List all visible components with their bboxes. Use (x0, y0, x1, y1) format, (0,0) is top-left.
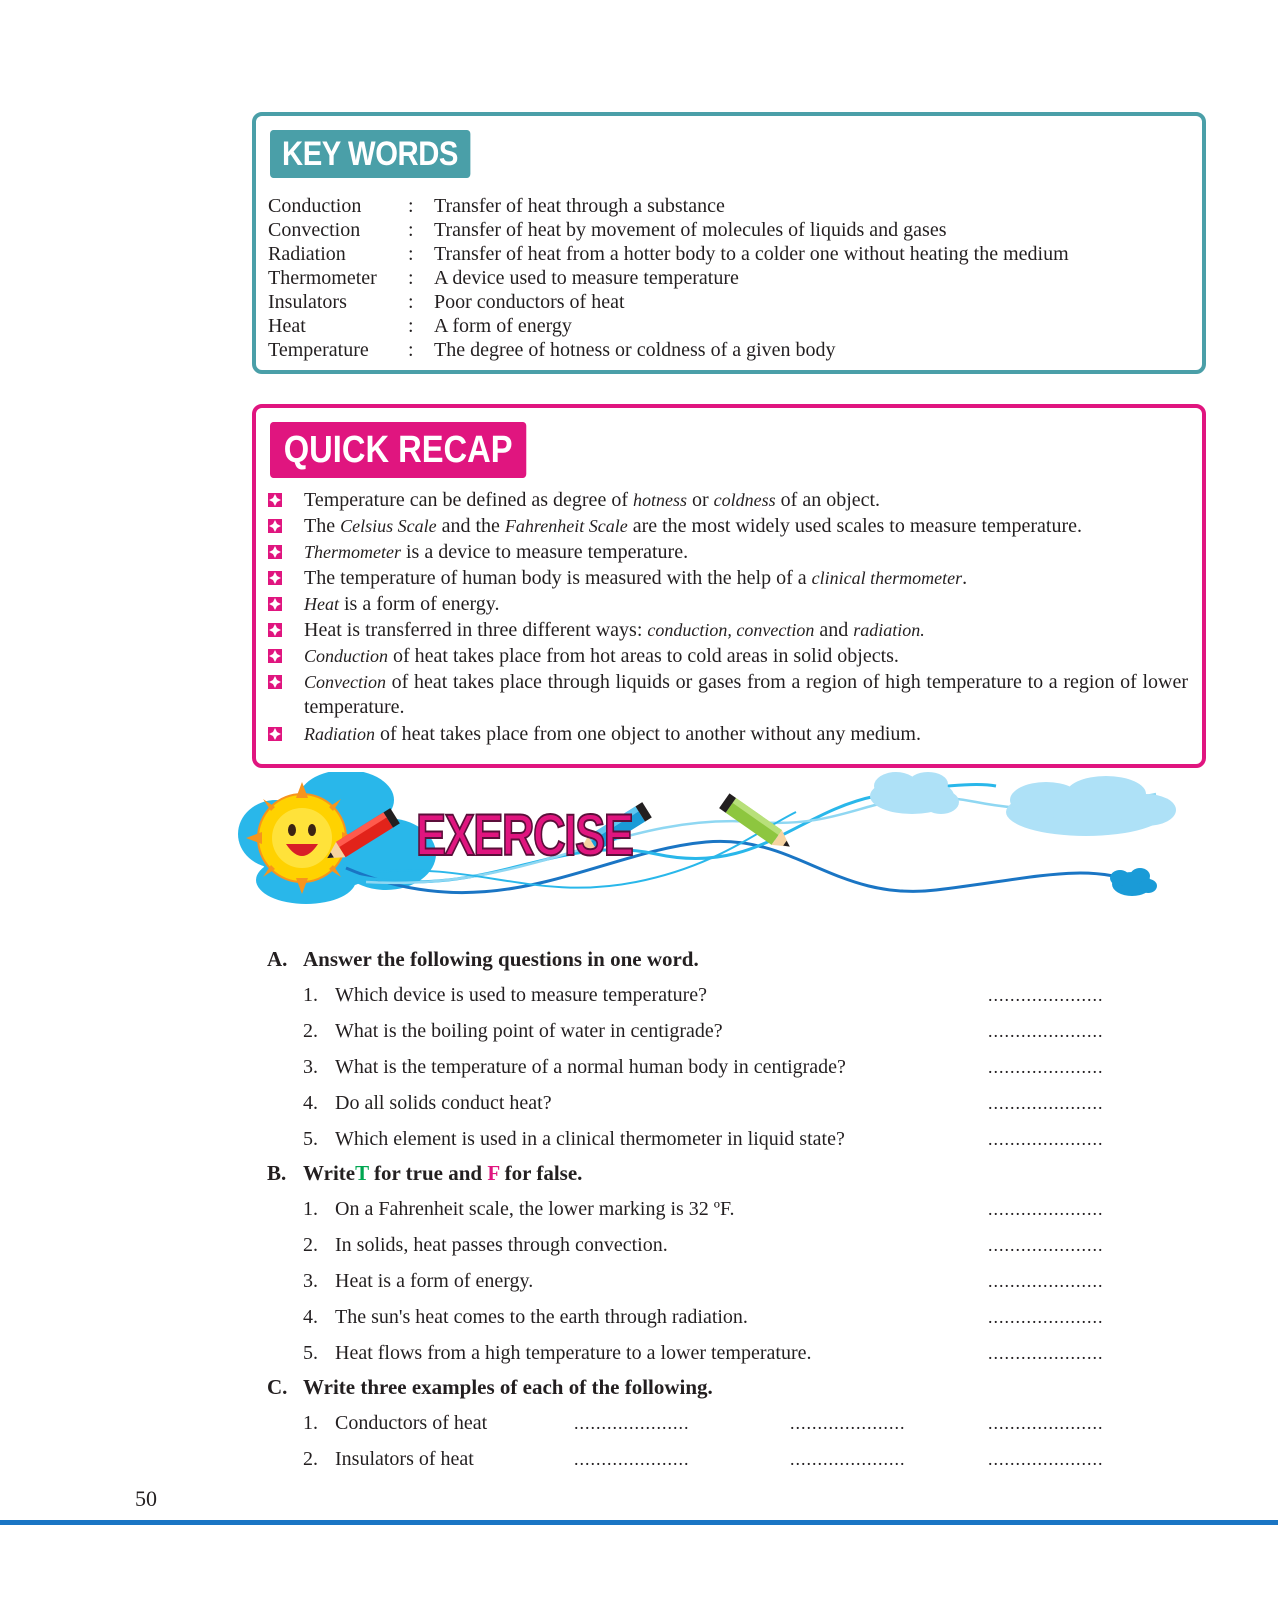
answer-blank[interactable]: ..................... (790, 1449, 906, 1469)
question-text: Heat flows from a high temperature to a lower temperature. (335, 1342, 812, 1364)
key-word-definition: Poor conductors of heat (434, 291, 625, 313)
answer-blank[interactable]: ..................... (988, 1449, 1104, 1469)
question-text: Insulators of heat (335, 1448, 474, 1470)
answer-blank[interactable]: ..................... (574, 1449, 690, 1469)
key-word-colon: : (408, 195, 414, 217)
question-row (303, 1304, 748, 1330)
question-number: 4. (303, 1092, 318, 1114)
question-number: 5. (303, 1128, 318, 1150)
question-row (303, 1268, 533, 1294)
question-row (303, 1126, 845, 1152)
question-row (303, 1018, 723, 1044)
recap-text: The Celsius Scale and the Fahrenheit Scale are the most widely used scales to measure temperature. (304, 515, 1082, 537)
answer-blank[interactable]: ..................... (988, 985, 1104, 1005)
question-number: 3. (303, 1270, 318, 1292)
question-text: Which element is used in a clinical thermometer in liquid state? (335, 1128, 845, 1150)
cross-bullet-icon (268, 597, 282, 611)
key-word-definition: Transfer of heat through a substance (434, 195, 725, 217)
section-heading-text: for true and (368, 1161, 488, 1185)
question-number: 3. (303, 1056, 318, 1078)
cloud-tiny-icon (1110, 868, 1157, 896)
question-row (303, 1196, 735, 1222)
question-text: What is the temperature of a normal human body in centigrade? (335, 1056, 846, 1078)
recap-text: Conduction of heat takes place from hot areas to cold areas in solid objects. (304, 645, 899, 667)
question-text: What is the boiling point of water in centigrade? (335, 1020, 723, 1042)
recap-text: Temperature can be defined as degree of hotness or coldness of an object. (304, 489, 881, 511)
question-number: 2. (303, 1234, 318, 1256)
recap-text: Thermometer is a device to measure temperature. (304, 541, 689, 563)
answer-blank[interactable]: ..................... (988, 1235, 1104, 1255)
key-word-colon: : (408, 339, 414, 361)
answer-blank[interactable]: ..................... (988, 1129, 1104, 1149)
section-b-heading (267, 1160, 582, 1186)
question-row (303, 1340, 811, 1366)
section-heading-text: Write three examples of each of the following. (303, 1375, 713, 1399)
key-word-term: Thermometer (268, 267, 377, 289)
key-word-definition: A form of energy (434, 315, 572, 337)
cross-bullet-icon (268, 519, 282, 533)
section-heading-text: for false. (499, 1161, 583, 1185)
recap-text: Heat is transferred in three different ways: conduction, convection and radiation. (304, 619, 925, 641)
question-text: The sun's heat comes to the earth through radiation. (335, 1306, 748, 1328)
question-row (303, 1410, 487, 1436)
question-row (303, 1446, 474, 1472)
exercise-banner-art (236, 772, 1216, 942)
section-heading-text: Answer the following questions in one word. (303, 947, 699, 971)
quick-recap-box (252, 404, 1206, 768)
page-number: 50 (135, 1486, 157, 1511)
question-number: 1. (303, 984, 318, 1006)
section-heading-text: Write (303, 1161, 356, 1185)
false-letter: F (487, 1161, 500, 1185)
quick-recap-title: QUICK RECAP (270, 422, 526, 478)
question-text: In solids, heat passes through convection. (335, 1234, 668, 1256)
cloud-small-icon (870, 772, 959, 814)
exercise-title: EXERCISE (416, 803, 633, 868)
key-word-definition: The degree of hotness or coldness of a given body (434, 339, 836, 361)
key-word-term: Conduction (268, 195, 362, 217)
question-number: 1. (303, 1412, 318, 1434)
recap-text: Convection of heat takes place through liquids or gases from a region of high temperature to a region of lower temperature. (304, 671, 1188, 718)
cross-bullet-icon (268, 545, 282, 559)
exercise-banner (236, 772, 1216, 942)
section-letter: B. (267, 1161, 287, 1185)
answer-blank[interactable]: ..................... (988, 1343, 1104, 1363)
question-text: Which device is used to measure temperature? (335, 984, 708, 1006)
answer-blank[interactable]: ..................... (988, 1021, 1104, 1041)
bottom-rule (0, 1520, 1278, 1525)
answer-blank[interactable]: ..................... (988, 1093, 1104, 1113)
question-row (303, 1054, 846, 1080)
key-words-box (252, 112, 1206, 374)
question-text: Conductors of heat (335, 1412, 488, 1434)
key-word-definition: Transfer of heat from a hotter body to a colder one without heating the medium (434, 243, 1069, 265)
question-text: Do all solids conduct heat? (335, 1092, 552, 1114)
key-word-term: Insulators (268, 291, 347, 313)
question-row (303, 1232, 668, 1258)
key-word-definition: A device used to measure temperature (434, 267, 739, 289)
key-words-title: KEY WORDS (270, 130, 470, 178)
recap-text: The temperature of human body is measured with the help of a clinical thermometer. (304, 567, 968, 589)
question-number: 1. (303, 1198, 318, 1220)
cloud-right-icon (1006, 776, 1176, 836)
cross-bullet-icon (268, 675, 282, 689)
section-letter: C. (267, 1375, 288, 1399)
recap-text: Heat is a form of energy. (304, 593, 500, 615)
key-word-term: Convection (268, 219, 361, 241)
question-row (303, 982, 707, 1008)
cross-bullet-icon (268, 727, 282, 741)
answer-blank[interactable]: ..................... (988, 1199, 1104, 1219)
question-number: 5. (303, 1342, 318, 1364)
section-letter: A. (267, 947, 288, 971)
section-a-heading (267, 946, 699, 972)
question-number: 4. (303, 1306, 318, 1328)
key-word-colon: : (408, 243, 414, 265)
question-row (303, 1090, 552, 1116)
key-word-term: Radiation (268, 243, 346, 265)
key-word-term: Heat (268, 315, 306, 337)
key-word-colon: : (408, 291, 414, 313)
question-number: 2. (303, 1020, 318, 1042)
answer-blank[interactable]: ..................... (988, 1271, 1104, 1291)
recap-text: Radiation of heat takes place from one object to another without any medium. (304, 723, 921, 745)
cross-bullet-icon (268, 493, 282, 507)
answer-blank[interactable]: ..................... (988, 1307, 1104, 1327)
key-word-colon: : (408, 315, 414, 337)
true-letter: T (355, 1161, 369, 1185)
question-text: Heat is a form of energy. (335, 1270, 534, 1292)
question-text: On a Fahrenheit scale, the lower marking is 32 ºF. (335, 1198, 735, 1220)
section-c-heading (267, 1374, 713, 1400)
answer-blank[interactable]: ..................... (790, 1413, 906, 1433)
question-number: 2. (303, 1448, 318, 1470)
key-word-colon: : (408, 219, 414, 241)
cross-bullet-icon (268, 623, 282, 637)
cross-bullet-icon (268, 649, 282, 663)
answer-blank[interactable]: ..................... (988, 1413, 1104, 1433)
cross-bullet-icon (268, 571, 282, 585)
answer-blank[interactable]: ..................... (574, 1413, 690, 1433)
key-word-definition: Transfer of heat by movement of molecules of liquids and gases (434, 219, 947, 241)
key-word-colon: : (408, 267, 414, 289)
key-word-term: Temperature (268, 339, 369, 361)
answer-blank[interactable]: ..................... (988, 1057, 1104, 1077)
